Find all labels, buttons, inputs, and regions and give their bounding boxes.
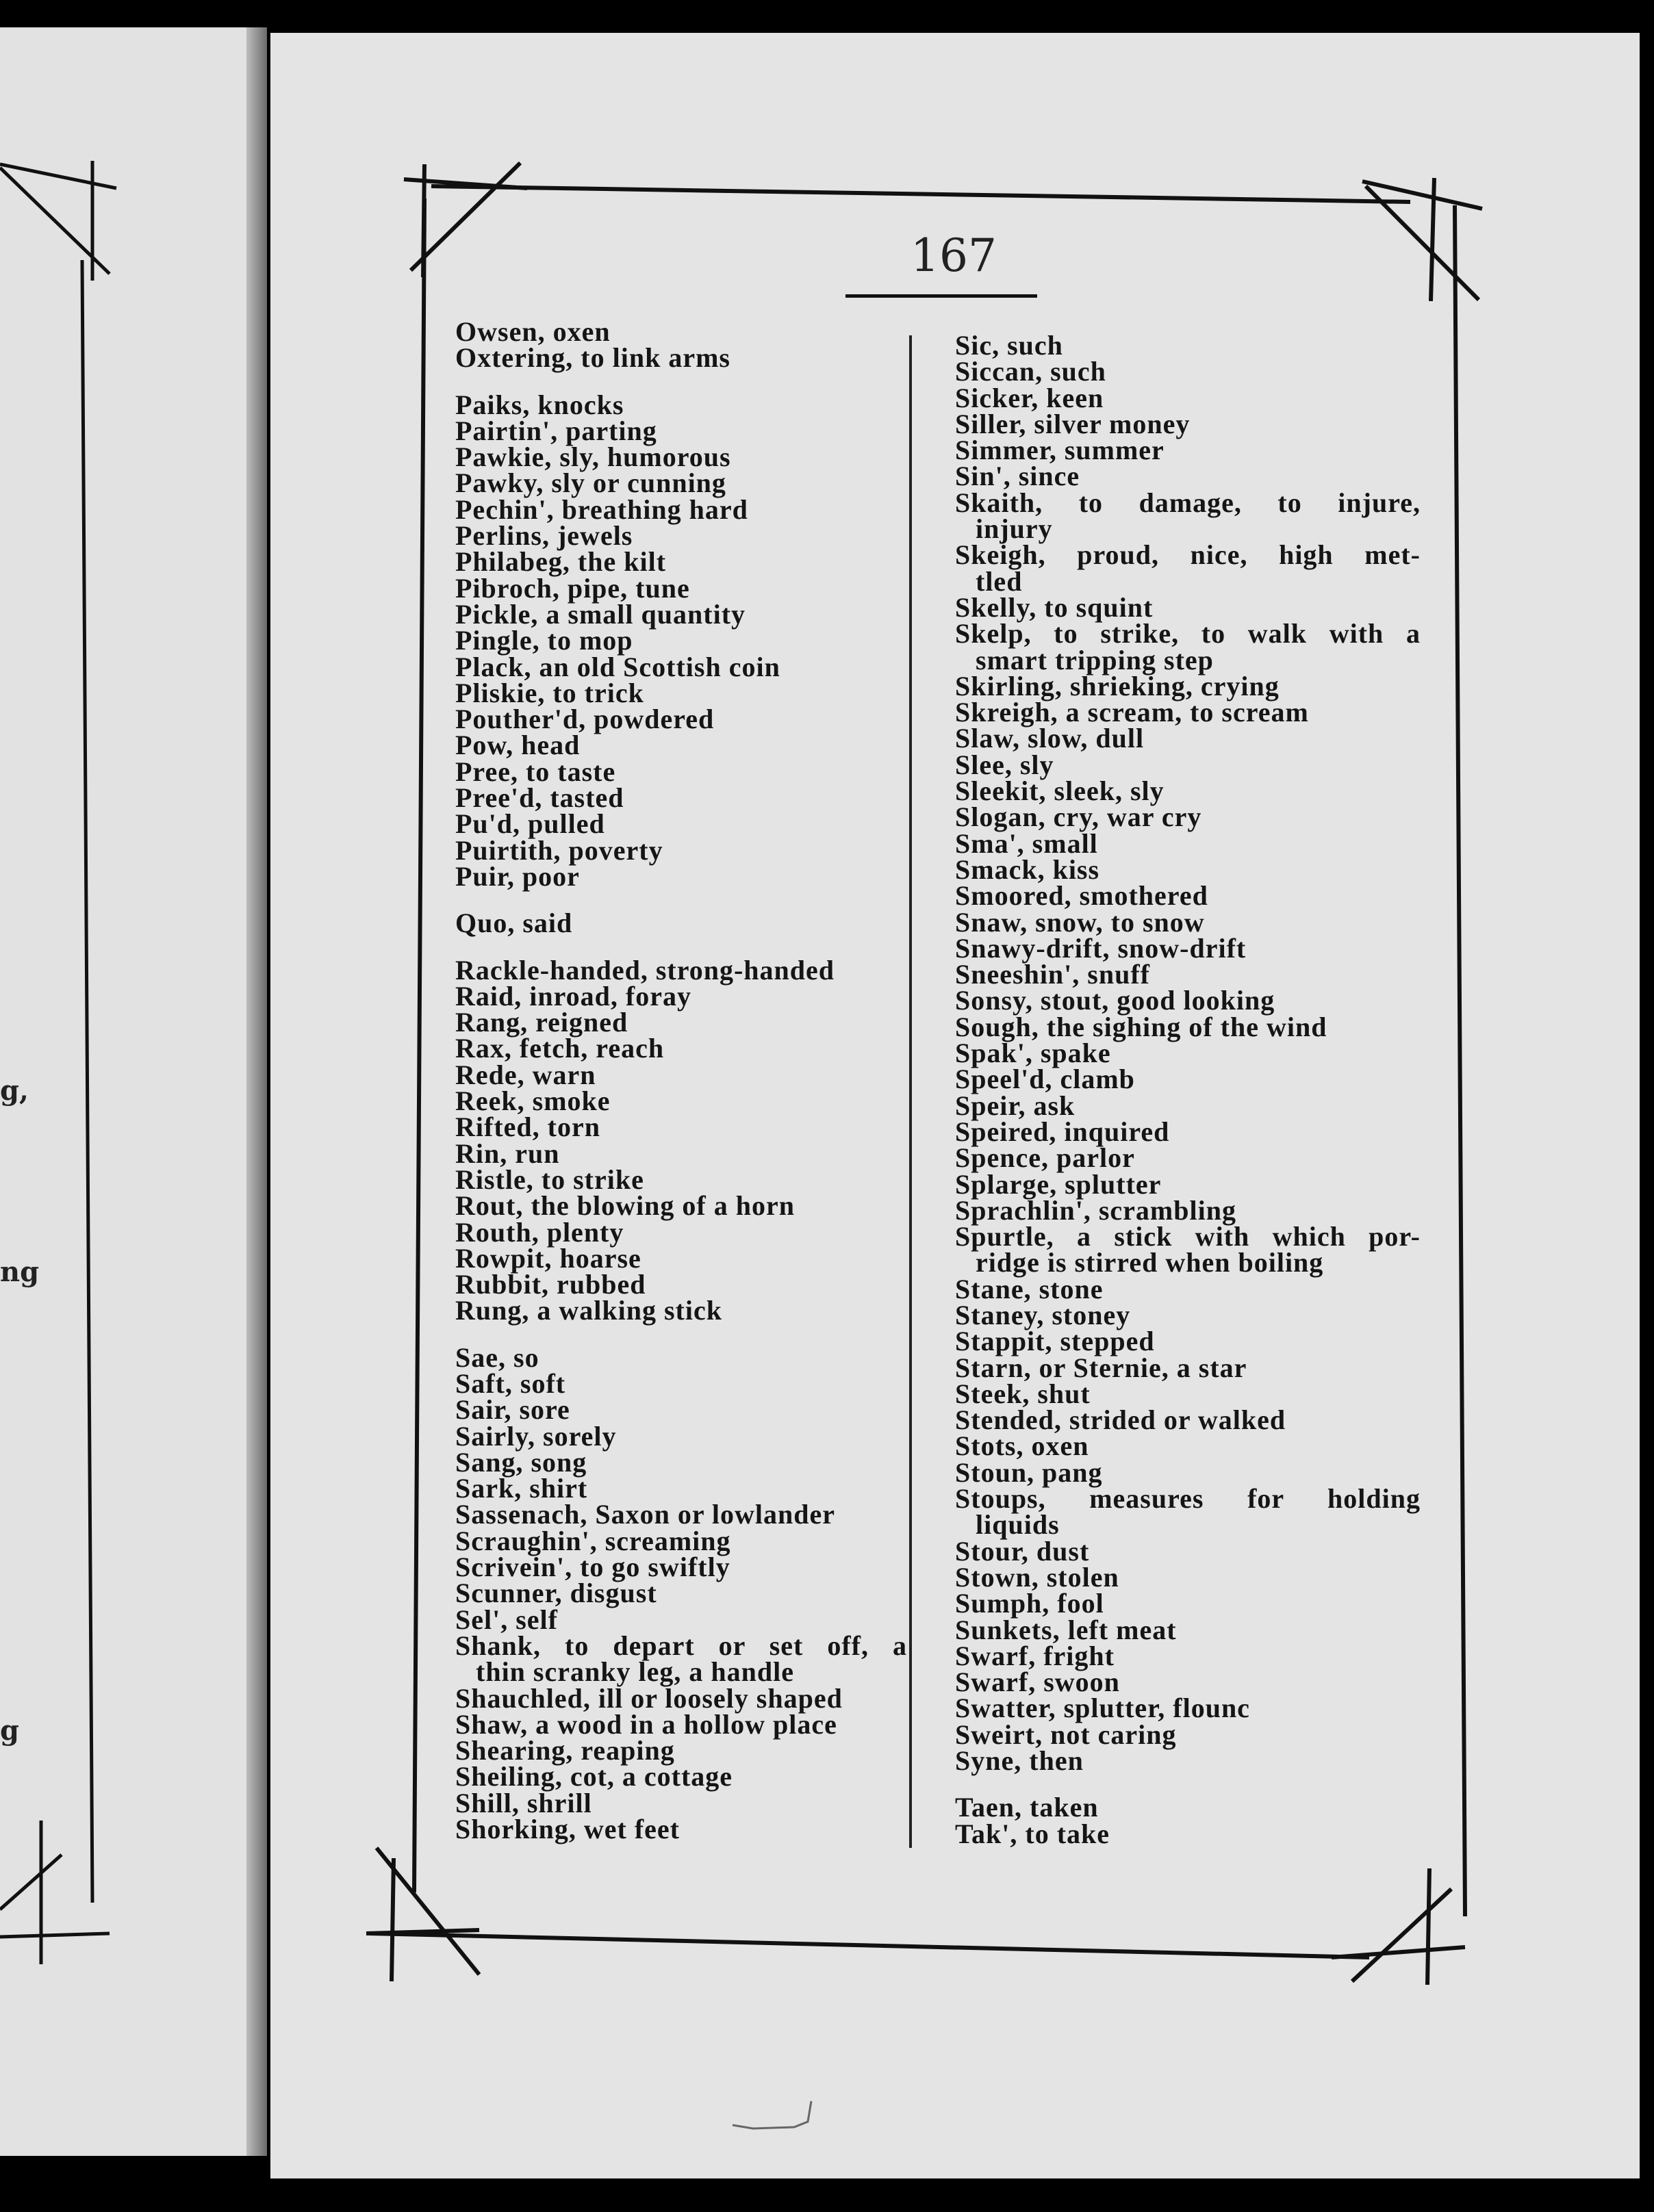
glossary-entry: Sonsy, stout, good looking xyxy=(955,985,1275,1016)
glossary-entry: Rackle-handed, strong-handed xyxy=(455,954,835,986)
glossary-entry: Snaw, snow, to snow xyxy=(955,906,1205,938)
glossary-entry: Sleekit, sleek, sly xyxy=(955,775,1165,807)
glossary-entry: Spurtle, a stick with which por- xyxy=(955,1221,1421,1252)
glossary-entry: Slaw, slow, dull xyxy=(955,723,1145,754)
glossary-entry-continuation: thin scranky leg, a handle xyxy=(476,1656,794,1688)
glossary-entry: Ristle, to strike xyxy=(455,1163,644,1195)
glossary-entry: Pingle, to mop xyxy=(455,625,633,656)
glossary-entry: Rifted, torn xyxy=(455,1111,600,1143)
glossary-entry: Shearing, reaping xyxy=(455,1735,675,1766)
glossary-entry: Swarf, fright xyxy=(955,1640,1115,1671)
glossary-entry: Pliskie, to trick xyxy=(455,677,644,708)
glossary-entry: Tak', to take xyxy=(955,1818,1110,1849)
glossary-entry: Saft, soft xyxy=(455,1367,566,1399)
glossary-entry: Syne, then xyxy=(955,1745,1084,1777)
glossary-entry: Puir, poor xyxy=(455,860,580,892)
glossary-entry-continuation: liquids xyxy=(976,1509,1060,1541)
glossary-entry: Shank, to depart or set off, a xyxy=(455,1630,907,1661)
glossary-entry: Steek, shut xyxy=(955,1378,1091,1409)
glossary-entry: Routh, plenty xyxy=(455,1216,624,1248)
glossary-entry: Stour, dust xyxy=(955,1535,1090,1567)
glossary-entry: Simmer, summer xyxy=(955,435,1165,466)
glossary-column-right xyxy=(955,330,1421,1849)
glossary-entry: Shill, shrill xyxy=(455,1787,592,1818)
glossary-entry: Scraughin', screaming xyxy=(455,1525,731,1556)
glossary-entry: Spence, parlor xyxy=(955,1142,1135,1174)
glossary-entry: Sel', self xyxy=(455,1604,558,1635)
glossary-entry: Sneeshin', snuff xyxy=(955,959,1150,990)
glossary-entry: Taen, taken xyxy=(955,1792,1099,1823)
glossary-entry: Stappit, stepped xyxy=(955,1326,1155,1357)
glossary-entry: Sassenach, Saxon or lowlander xyxy=(455,1499,836,1530)
glossary-entry: Speel'd, clamb xyxy=(955,1064,1135,1095)
glossary-entry: Skreigh, a scream, to scream xyxy=(955,697,1309,728)
glossary-entry: Philabeg, the kilt xyxy=(455,546,667,578)
glossary-entry: Staney, stoney xyxy=(955,1299,1131,1330)
glossary-entry-continuation: injury xyxy=(976,513,1053,545)
glossary-entry: Slogan, cry, war cry xyxy=(955,801,1202,833)
glossary-entry: Sweirt, not caring xyxy=(955,1719,1177,1750)
glossary-entry: Oxtering, to link arms xyxy=(455,342,730,374)
glossary-entry: Spak', spake xyxy=(955,1038,1111,1069)
glossary-entry: Pouther'd, powdered xyxy=(455,704,715,735)
glossary-entry: Pawky, sly or cunning xyxy=(455,467,726,499)
glossary-entry: Reek, smoke xyxy=(455,1085,611,1117)
glossary-entry: Sin', since xyxy=(955,461,1080,492)
glossary-entry: Skelly, to squint xyxy=(955,591,1154,623)
glossary-entry: Skelp, to strike, to walk with a xyxy=(955,618,1421,650)
glossary-entry: Sough, the sighing of the wind xyxy=(955,1011,1327,1042)
glossary-entry: Stoups, measures for holding xyxy=(955,1483,1421,1515)
glossary-entry: Stoun, pang xyxy=(955,1456,1103,1488)
glossary-entry: Pu'd, pulled xyxy=(455,808,605,840)
glossary-entry: Sunkets, left meat xyxy=(955,1614,1177,1645)
glossary-entry: Sic, such xyxy=(955,330,1063,361)
glossary-entry: Skeigh, proud, nice, high met- xyxy=(955,539,1421,571)
glossary-entry: Sumph, fool xyxy=(955,1588,1104,1619)
previous-page-fragment: g, xyxy=(0,1075,29,1107)
glossary-entry: Quo, said xyxy=(455,908,573,939)
glossary-entry: Rubbit, rubbed xyxy=(455,1269,646,1300)
glossary-entry: Sair, sore xyxy=(455,1394,570,1426)
glossary-entry: Splarge, splutter xyxy=(955,1168,1162,1200)
glossary-entry: Perlins, jewels xyxy=(455,520,633,552)
glossary-entry: Paiks, knocks xyxy=(455,389,624,420)
glossary-entry: Pairtin', parting xyxy=(455,415,657,446)
glossary-entry: Sark, shirt xyxy=(455,1473,588,1504)
glossary-entry: Smoored, smothered xyxy=(955,880,1208,912)
glossary-entry: Smack, kiss xyxy=(955,853,1100,885)
glossary-entry: Shaw, a wood in a hollow place xyxy=(455,1708,837,1740)
previous-page-fragment: ng xyxy=(0,1256,40,1288)
glossary-entry: Rowpit, hoarse xyxy=(455,1242,641,1274)
glossary-entry: Rang, reigned xyxy=(455,1007,628,1038)
glossary-entry: Rede, warn xyxy=(455,1059,596,1090)
glossary-entry: Pawkie, sly, humorous xyxy=(455,441,731,473)
glossary-entry: Starn, or Sternie, a star xyxy=(955,1352,1247,1383)
glossary-entry: Stended, strided or walked xyxy=(955,1404,1286,1436)
glossary-entry: Sicker, keen xyxy=(955,382,1104,413)
glossary-entry: Skirling, shrieking, crying xyxy=(955,670,1280,702)
glossary-entry: Swarf, swoon xyxy=(955,1667,1120,1698)
glossary-entry-continuation: smart tripping step xyxy=(976,644,1214,676)
glossary-entry: Pibroch, pipe, tune xyxy=(455,572,690,604)
glossary-entry: Raid, inroad, foray xyxy=(455,980,691,1012)
glossary-entry: Rax, fetch, reach xyxy=(455,1033,665,1064)
glossary-entry: Sprachlin', scrambling xyxy=(955,1194,1236,1226)
glossary-entry: Pow, head xyxy=(455,730,581,761)
glossary-entry: Pree'd, tasted xyxy=(455,782,624,814)
glossary-entry: Skaith, to damage, to injure, xyxy=(955,487,1421,518)
glossary-entry: Stown, stolen xyxy=(955,1561,1119,1593)
glossary-entry: Puirtith, poverty xyxy=(455,834,663,866)
column-divider xyxy=(909,335,912,1848)
glossary-entry: Scunner, disgust xyxy=(455,1578,657,1609)
previous-page-fragment: g xyxy=(0,1714,19,1747)
glossary-entry: Shorking, wet feet xyxy=(455,1814,680,1845)
glossary-entry: Speir, ask xyxy=(955,1090,1076,1121)
glossary-entry: Sheiling, cot, a cottage xyxy=(455,1761,733,1792)
glossary-entry: Rin, run xyxy=(455,1137,560,1169)
glossary-entry: Sma', small xyxy=(955,827,1098,859)
glossary-entry: Sairly, sorely xyxy=(455,1420,617,1452)
glossary-entry: Scrivein', to go swiftly xyxy=(455,1552,730,1583)
glossary-entry-continuation: tled xyxy=(976,565,1023,597)
glossary-entry: Siccan, such xyxy=(955,356,1106,387)
glossary-entry: Rung, a walking stick xyxy=(455,1295,722,1326)
glossary-entry: Shauchled, ill or loosely shaped xyxy=(455,1682,843,1714)
glossary-entry: Pickle, a small quantity xyxy=(455,598,746,630)
glossary-entry: Plack, an old Scottish coin xyxy=(455,651,780,682)
glossary-entry-continuation: ridge is stirred when boiling xyxy=(976,1247,1324,1278)
page-number: 167 xyxy=(911,229,997,282)
glossary-column-left xyxy=(455,316,907,1845)
glossary-entry: Rout, the blowing of a horn xyxy=(455,1190,795,1222)
glossary-entry: Snawy-drift, snow-drift xyxy=(955,932,1247,964)
glossary-entry: Pechin', breathing hard xyxy=(455,493,748,525)
glossary-entry: Sae, so xyxy=(455,1341,539,1373)
page-number-rule xyxy=(845,294,1037,298)
glossary-entry: Slee, sly xyxy=(955,749,1054,780)
glossary-entry: Speired, inquired xyxy=(955,1116,1170,1147)
glossary-entry: Sang, song xyxy=(455,1446,587,1478)
glossary-entry: Pree, to taste xyxy=(455,756,616,787)
glossary-entry: Swatter, splutter, flounc xyxy=(955,1693,1250,1724)
glossary-entry: Stane, stone xyxy=(955,1273,1104,1304)
glossary-entry: Owsen, oxen xyxy=(455,316,611,347)
glossary-entry: Siller, silver money xyxy=(955,408,1191,439)
glossary-entry: Stots, oxen xyxy=(955,1430,1089,1462)
